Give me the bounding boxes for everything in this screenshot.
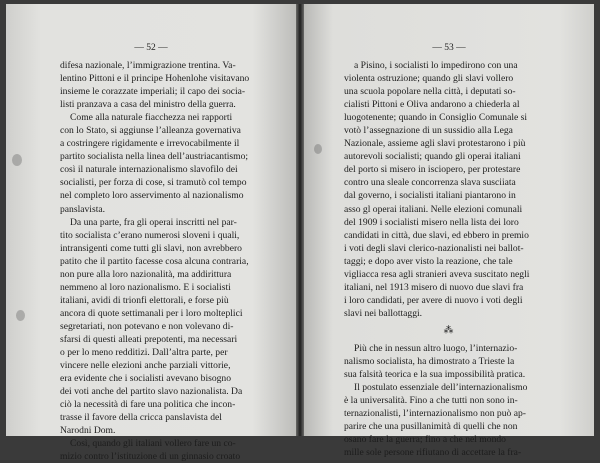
- text-line: intransigenti come tutti gli slavi, non avrebbero: [60, 242, 242, 254]
- paragraph-block: [344, 342, 554, 459]
- paragraph-block: [344, 59, 554, 320]
- right-page: [304, 4, 594, 459]
- text-line: contro una sleale concorrenza slava susciiata: [344, 177, 516, 189]
- text-line: mille sole persone rifiutano di accettare la fra-: [344, 447, 522, 459]
- text-line: Il postulato essenziale dell’internazionalismo: [354, 382, 528, 394]
- text-line: Narodni Dom.: [60, 425, 116, 437]
- text-line: è la universalità. Fino a che tutti non sono in-: [344, 395, 518, 407]
- text-line: partito socialista nella linea dell’austriacantismo;: [60, 151, 249, 163]
- text-line: segretariati, non potevano e non volevano di-: [60, 320, 234, 332]
- text-line: i loro candidati, per avere di nuovo i voti degli: [344, 294, 523, 306]
- text-line: sfarsi di questi alleati prepotenti, ma necessari: [60, 333, 238, 345]
- text-line: luogotenente; quando in Consiglio Comunale si: [344, 112, 528, 124]
- text-line: socialisti, per forza di cose, si tramutò col tempo: [60, 177, 247, 189]
- text-line: osano fare la guerra; fino a che nel mondo: [344, 434, 506, 446]
- text-line: Da una parte, fra gli operai inscritti nel par-: [70, 216, 237, 228]
- text-line: nel completo loro asservimento al nazionalismo: [60, 190, 244, 202]
- page-text: [60, 59, 270, 463]
- text-line: Più che in nessun altro luogo, l’internazio-: [354, 342, 518, 354]
- book-spread: [6, 4, 594, 463]
- text-line: italiani, nel 1913 misero di nuovo due slavi fra: [344, 281, 524, 293]
- book-gutter: [296, 4, 304, 436]
- text-line: vigliacca resa agli stranieri aveva suscitato negli: [344, 268, 530, 280]
- text-line: del porto si misero in isciopero, per protestare: [344, 164, 521, 176]
- text-line: Così, quando gli italiani vollero fare un co-: [70, 438, 236, 450]
- text-line: violenta ostruzione; quando gli slavi vollero: [344, 73, 514, 85]
- text-line: trasse il favore della cricca panslavista del: [60, 412, 222, 424]
- text-line: nalismo socialista, ha dimostrato a Trieste la: [344, 355, 515, 367]
- text-line: una scuola popolare nella città, i deputati so-: [344, 86, 516, 98]
- text-line: slavi nei ballottaggi.: [344, 307, 423, 319]
- text-line: tito socialista c’erano numerosi sloveni i quali,: [60, 229, 240, 241]
- text-line: asso gl operai italiani. Nelle elezioni comunali: [344, 203, 523, 215]
- text-line: del 1909 i socialisti misero nella lista dei loro: [344, 216, 519, 228]
- text-line: dei voti anche del partito slavo nazionalista. Da: [60, 386, 243, 398]
- text-line: a Pisino, i socialisti lo impedirono con una: [354, 60, 518, 71]
- section-separator: ⁂: [443, 324, 455, 336]
- text-line: ternazionalisti, l’internazionalismo non può ap-: [344, 408, 526, 420]
- text-line: votò l’assegnazione di un sussidio alla Lega: [344, 125, 513, 137]
- text-line: listi pranzava a casa del ministro della guerra.: [60, 99, 236, 111]
- text-line: parire che una pusillanimità di quelli che non: [344, 421, 518, 433]
- text-line: o per lo meno redditizi. Dall’altra parte, per: [60, 347, 228, 359]
- text-line: candidati in città, due slavi, ed ebbero in premio: [344, 229, 529, 241]
- text-line: dal governo, i socialisti italiani piantarono in: [344, 190, 516, 202]
- left-page: [6, 4, 296, 463]
- page-stain: [16, 310, 25, 321]
- text-line: i voti degli slavi clerico-nazionalisti nei ballot-: [344, 242, 524, 254]
- text-line: ciò la necessità di fare una politica che incon-: [60, 399, 236, 411]
- text-line: sua falsità teorica e la sua impossibilità pratica.: [344, 369, 526, 381]
- text-line: così il naturale internazionalismo slavofilo dei: [60, 164, 238, 176]
- text-line: difesa nazionale, l’immigrazione trentina. Va-: [60, 60, 236, 71]
- text-line: nemmeno al loro nazionalismo. E i socialisti: [60, 281, 231, 293]
- text-line: Come alla naturale fiacchezza nei rapporti: [70, 112, 233, 124]
- text-line: autorevoli socialisti; quando gli operai italiani: [344, 151, 521, 163]
- text-line: non pure alla loro nazionalità, ma addirittura: [60, 268, 232, 280]
- page-stain: [314, 144, 322, 154]
- text-line: con lo Stato, si aggiunse l’alleanza governativa: [60, 125, 241, 137]
- text-line: ancora di quote settimanali per i loro molteplici: [60, 307, 243, 319]
- text-line: vincere nelle elezioni anche parziali vittorie,: [60, 360, 231, 372]
- text-line: mizio contro l’istituzione di un ginnasio croato: [60, 451, 241, 463]
- page-number: — 52 —: [134, 43, 168, 53]
- text-line: cialisti Pittoni e Oliva andarono a chiederla al: [344, 99, 520, 111]
- page-stain: [12, 154, 22, 166]
- text-line: italiani, avidi di trionfi elettorali, e forse più: [60, 294, 229, 306]
- text-line: taggi; e dopo aver visto la reazione, che tale: [344, 255, 513, 267]
- text-line: Nazionale, assieme agli slavi protestarono i più: [344, 138, 526, 150]
- text-line: a costringere rigidamente e irrevocabilmente il: [60, 138, 240, 150]
- page-number: — 53 —: [432, 43, 466, 53]
- text-line: era evidente che i socialisti avevano bisogno: [60, 373, 232, 385]
- text-line: panslavista.: [60, 203, 106, 215]
- text-line: insieme le corazzate imperiali; il capo dei socia-: [60, 86, 246, 98]
- page-text: [344, 59, 554, 459]
- text-line: lentino Pittoni e il principe Hohenlohe visitavano: [60, 73, 250, 85]
- text-line: patito che il partito facesse cosa alcuna contraria,: [60, 255, 249, 267]
